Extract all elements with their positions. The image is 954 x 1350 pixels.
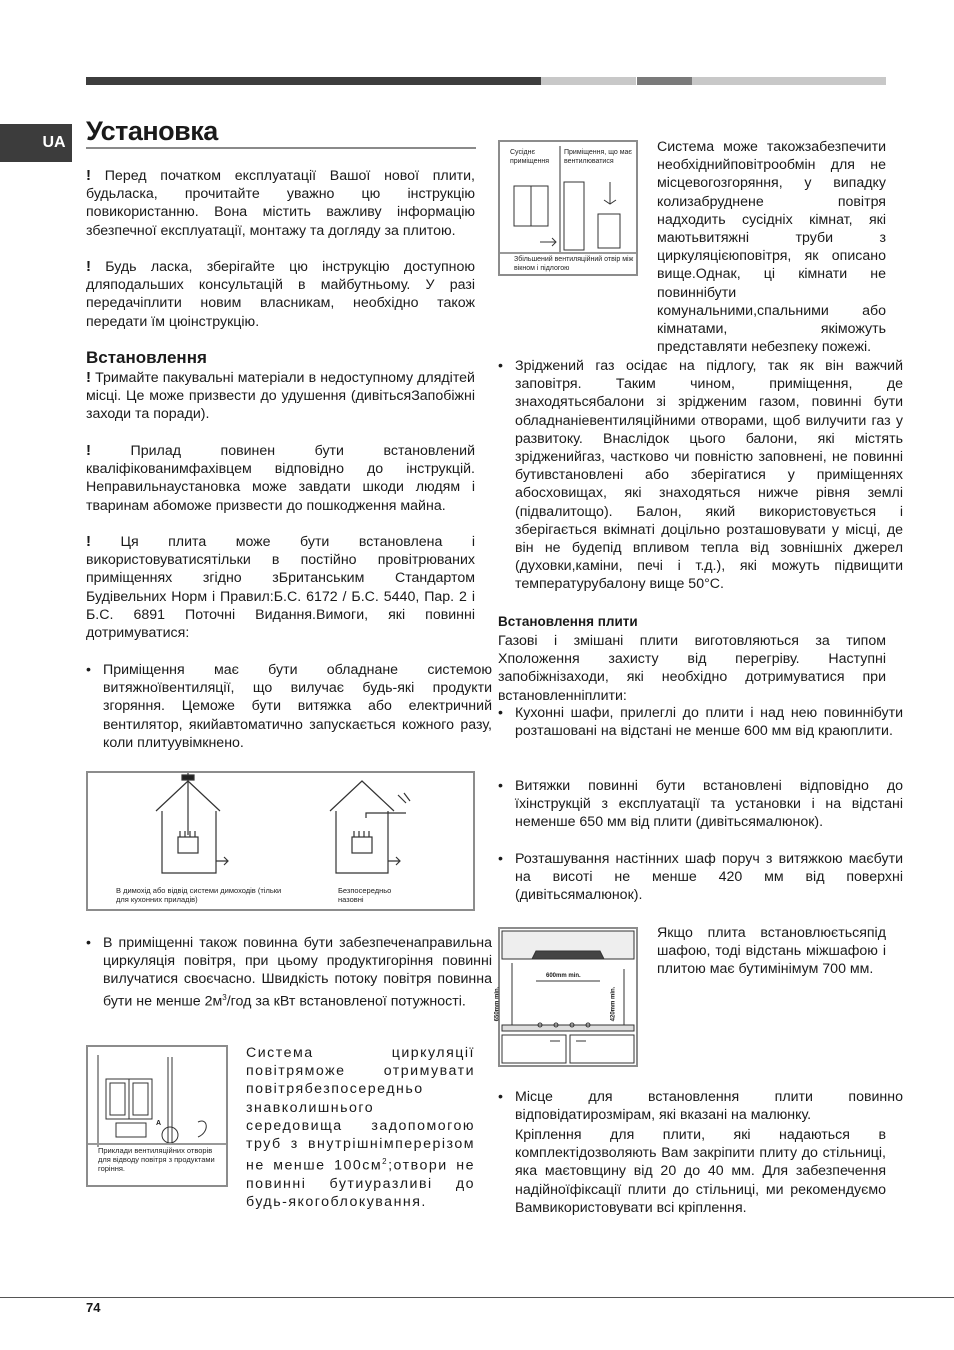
stripe-light-1 — [541, 77, 636, 85]
circulation-paragraph: Система циркуляції повітряможе отримувати повітрябезпосередньо знавколишнього середовища задопомогою труб з внутрішнімперерізом не менше $100см^2;отвори$ не повинні бутиуразливі до будь-якогоблокування. — [246, 1045, 475, 1211]
bullet-mark: • — [498, 358, 503, 374]
bullet-mark: • — [498, 851, 503, 867]
intro-paragraph-2: ! Будь ласка, зберігайте цю інструкцію доступною дляподальших консультацій в майбутньому. У разі передачіплити новим власникам, необхідно також передати їм цюінструкцію. — [86, 258, 475, 330]
bullet-air-circulation: • В приміщенні також повинна бути забезпеченаправильна циркуляція повітря, при цьому продуктигоріння повинні вилучатися своєчасно. Швидкість потоку повітря повинна бути не менше $2м^3$/год за кВт встановленої потужності. — [86, 935, 492, 1010]
top-stripe — [86, 77, 886, 85]
title-underline — [86, 147, 476, 149]
bullet-hoods: • Витяжки повинні бути встановлені відповідно до їхінструкцій з експлуатації та установки і на відстані неменше 650 мм від плити (дивітьсямалюнок). — [498, 778, 903, 831]
label-420mm: 420mm min. — [610, 986, 617, 1022]
figure-clearances — [494, 927, 638, 1067]
figure-label-a: A — [156, 1120, 162, 1127]
page-number: 74 — [86, 1300, 101, 1315]
heading-installation: Встановлення — [86, 348, 207, 367]
clearance-paragraph: Якщо плита встановлюєтьсяпід шафою, тоді відстань міжшафою і плитою має бутимінімум 700 мм. — [657, 925, 886, 978]
caption-enlarged-vent: Збільшений вентиляційний отвір між вікном і підлогою — [514, 256, 634, 272]
warning-mark: ! — [86, 369, 91, 386]
bullet-mark: • — [498, 1089, 503, 1105]
bullet-placement: • Місце для встановлення плити повинно відповідатирозмірам, які вказані на малюнку. — [498, 1089, 903, 1124]
bullet-mark: • — [498, 778, 503, 794]
placement-brackets-paragraph: Кріплення для плити, які надаються в комплектідозволяють Вам закріпити плиту до стільниці, яка маєтовщину від 20 до 40 мм. Для забезпечення надійноїфіксації плити до стільниці, ми рекомендуємо Вамвикористовувати всі кріплення. — [515, 1127, 886, 1216]
warning-mark: ! — [86, 167, 91, 184]
warning-paragraph-3: ! Ця плита може бути встановлена і використовуватисятільки в постійно провітрюваних приміщеннях згідно зБританським Стандартом Будівельних Норм і Правил:Б.С. 6172 / Б.С. 5440, Пар. 2 і Б.С. 6891 Поточні Видання.Вимоги, які повинні дотримуватися: — [86, 533, 475, 642]
bullet-lpg: • Зріджений газ осідає на підлогу, так як він важчий заповітря. Таким чином, приміщення, де знаходятьсябалони зі зрідженим газом, повинні бути обладнаніевентиляційними отворами, щоб вилучити газ у развитоку. Внаслідок цього балони, які містять зрідженийгаз, частково чи повністю заповнені, не повинні бутивстановлені або зберігатися у приміщеннях абосховищах, які знаходяться нижче рівня землі (підвалитощо). Балон, який використовується і зберігається вкімнаті доцільно розташовувати у місці, де він не будепід впливом тепла від зовнішніх джерел (духовки,каміни, печі і т.д.), які можуть підвищити температурубалону вище 50°С. — [498, 358, 903, 593]
caption-neighbor-room: Сусіднє приміщення — [510, 149, 550, 165]
stripe-mid — [637, 77, 692, 85]
label-650mm: 650mm min. — [494, 986, 501, 1022]
bullet-mark: • — [86, 935, 91, 951]
bullet-mark: • — [86, 662, 91, 678]
warning-paragraph-1: ! Тримайте пакувальні матеріали в недоступному длядітей місці. Це може призвести до удушення (дивітьсяЗапобіжні заходи та поради). — [86, 369, 475, 423]
figure-caption-outside: Безпосередньо назовні — [338, 886, 392, 904]
heading-hob-install: Встановлення плити — [498, 614, 638, 629]
caption-ventilated-room: Приміщення, що має вентилюватися — [564, 149, 632, 165]
figure-ventilation-houses — [86, 771, 475, 911]
footer-line — [0, 1297, 954, 1298]
hob-intro: Газові і змішані плити виготовляються за типом Хположення захисту від перегріву. Наступні запобіжнізаходи, які необхідно дотримуватися при встановленніплити: — [498, 633, 886, 704]
stripe-dark — [86, 77, 541, 85]
figure-caption-chimney: В димохід або відвід системи димоходів (тільки для кухонних приладів) — [116, 886, 282, 904]
warning-mark: ! — [86, 533, 91, 550]
warning-paragraph-2: ! Прилад повинен бути встановлений кваліфікованимфахівцем відповідно до інструкцій. Неправильнаустановка може завдати шкоди людям і тваринам абоможе призвести до пошкодження майна. — [86, 442, 475, 514]
figure-vent-openings — [86, 1045, 228, 1187]
bullet-mark: • — [498, 705, 503, 721]
language-tab: UA — [0, 124, 72, 162]
label-600mm: 600mm min. — [546, 973, 581, 979]
system-paragraph — [498, 138, 886, 356]
warning-mark: ! — [86, 258, 91, 275]
bullet-wall-cabinets: • Розташування настінних шаф поруч з витяжкою маєбути на висоті не менше 420 мм від поверхні (дивітьсямалюнок). — [498, 851, 903, 904]
bullet-exhaust: • Приміщення має бути обладнане системою витяжноївентиляції, що вилучає будь-які продукти згоряння. Цеможе бути витяжка або електричний вентилятор, якийавтоматично запускається кожного разу, коли плитуувімкнено. — [86, 662, 492, 751]
warning-mark: ! — [86, 442, 91, 459]
page-title: Установка — [86, 116, 218, 146]
intro-paragraph-1: ! Перед початком експлуатації Вашої нової плити, будьласка, прочитайте уважно цю інструкцію повикористанню. Вона містить важливу інформацію збезпечної експлуатації, монтажу та догляду за плитою. — [86, 167, 475, 239]
figure-caption-vent: Приклади вентиляційних отворів для відводу повітря з продуктами горіння. — [98, 1146, 215, 1173]
system-paragraph-text: Система може такожзабезпечити необхіднийповітрообмін для не місцевогозгоряння, у випадку колизабруднене повітря надходить сусідніх кімнат, які маютьвитяжні труби з циркуляцієюповітря, як описано вище.Однак, ці кімнати не повиннібути комунальними,спальними або кімнатами, якіможуть представляти небезпеку пожежі. — [657, 139, 886, 356]
bullet-cabinets: • Кухонні шафи, прилеглі до плити і над нею повиннібути розташовані на відстані не менше 600 мм від краюплити. — [498, 705, 903, 740]
stripe-light-2 — [692, 77, 886, 85]
